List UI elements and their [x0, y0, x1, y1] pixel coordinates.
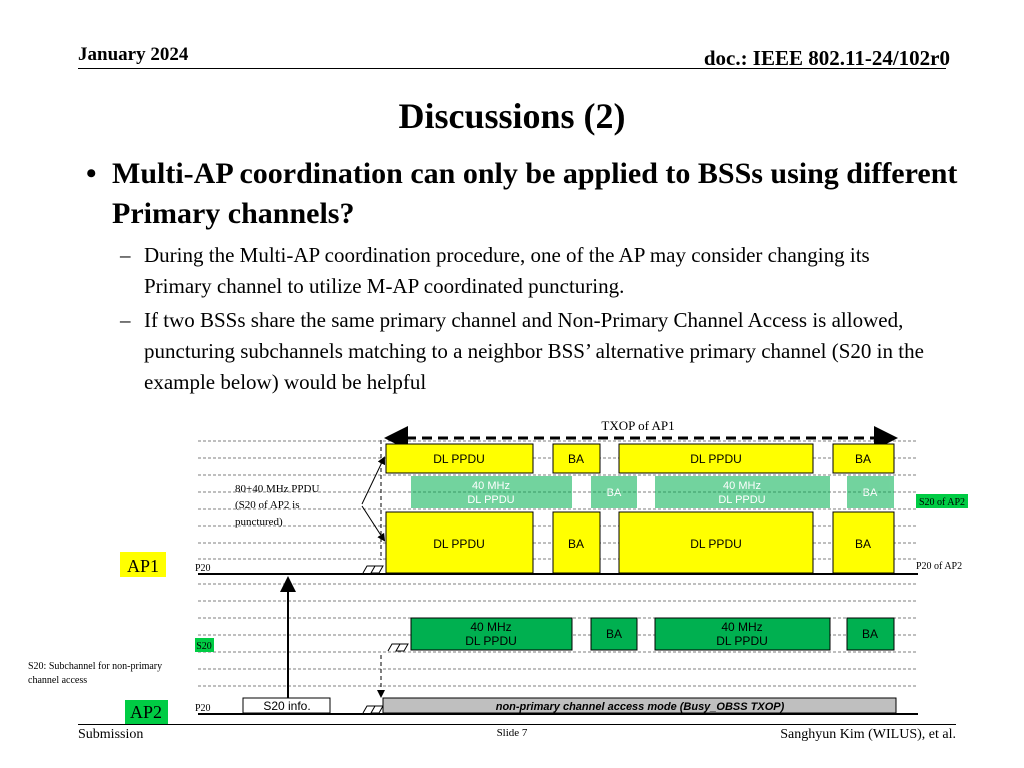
ppdu-note-line3: punctured) — [235, 516, 283, 528]
punctured-ba-label: BA — [606, 487, 622, 499]
sub-bullet-1-text: During the Multi-AP coordination procedure, one of the AP may consider changing its Primary channel to utilize M-AP coordinated puncturing. — [144, 243, 870, 298]
ppdu-note-line1: 80+40 MHz PPDU — [235, 483, 320, 495]
dl-ppdu-label: DL PPDU — [690, 452, 742, 466]
footer-slide-number: Slide 7 — [496, 727, 528, 739]
ba-label: BA — [567, 537, 585, 551]
backoff-symbol — [363, 566, 383, 573]
ap1-top-row — [386, 444, 894, 473]
p20-of-ap2-label: P20 of AP2 — [916, 561, 963, 572]
dl-ppdu-label: DL PPDU — [433, 452, 485, 466]
backoff-symbol — [363, 706, 383, 713]
s20-description-line1: S20: Subchannel for non-primary — [28, 661, 163, 672]
ap1-p20-label: P20 — [195, 563, 211, 574]
dl-ppdu-label: DL PPDU — [433, 537, 485, 551]
slide-title: Discussions (2) — [398, 96, 626, 136]
npca-label: non-primary channel access mode (Busy_OBSS TXOP) — [495, 701, 785, 713]
footer-submission: Submission — [78, 727, 144, 742]
ba-label: BA — [854, 452, 872, 466]
s20-info-label: S20 info. — [263, 699, 311, 713]
punctured-ba-label: BA — [862, 487, 878, 499]
ap2-dl-ppdu-label: DL PPDU — [716, 634, 768, 648]
bullet-marker: • — [86, 157, 97, 190]
ap1-label: AP1 — [126, 556, 160, 576]
main-bullet-text: Multi-AP coordination can only be applied to BSSs using different Primary channels? — [112, 157, 958, 230]
ap2-40mhz-label: 40 MHz — [470, 620, 512, 634]
punctured-40mhz-label: 40 MHz — [723, 480, 761, 492]
s20-label: S20 — [196, 641, 212, 652]
sub-bullet-marker: – — [120, 243, 131, 267]
ap1-bottom-row — [386, 512, 894, 573]
sub-bullet-marker: – — [120, 308, 131, 332]
s20-description-line2: channel access — [28, 675, 88, 686]
sub-bullet-2-text: If two BSSs share the same primary channel and Non-Primary Channel Access is allowed, puncturing subchannels matching to a neighbor BSS’ alternative primary channel (S20 in the example below) would be helpful — [144, 308, 924, 394]
header-doc-id: doc.: IEEE 802.11-24/102r0 — [703, 46, 950, 70]
backoff-symbol — [388, 644, 408, 651]
punctured-40mhz-label: 40 MHz — [472, 480, 510, 492]
header-date: January 2024 — [78, 44, 189, 65]
dl-ppdu-label: DL PPDU — [690, 537, 742, 551]
ppdu-note-line2: (S20 of AP2 is — [235, 499, 300, 511]
ap2-p20-label: P20 — [195, 703, 211, 714]
txop-label: TXOP of AP1 — [601, 418, 675, 433]
footer-author: Sanghyun Kim (WILUS), et al. — [780, 727, 956, 742]
ap2-dl-ppdu-label: DL PPDU — [465, 634, 517, 648]
s20-of-ap2-label: S20 of AP2 — [918, 497, 966, 508]
ap2-ba-label: BA — [861, 627, 879, 641]
ap2-label: AP2 — [129, 702, 163, 722]
punctured-dl-ppdu-label: DL PPDU — [718, 494, 766, 506]
ap2-s20-row — [411, 618, 894, 650]
ap2-40mhz-label: 40 MHz — [721, 620, 763, 634]
footer-divider — [78, 724, 956, 725]
ap1-punctured-row — [411, 476, 894, 508]
ba-label: BA — [854, 537, 872, 551]
punctured-dl-ppdu-label: DL PPDU — [467, 494, 515, 506]
ap2-ba-label: BA — [605, 627, 623, 641]
ba-label: BA — [567, 452, 585, 466]
